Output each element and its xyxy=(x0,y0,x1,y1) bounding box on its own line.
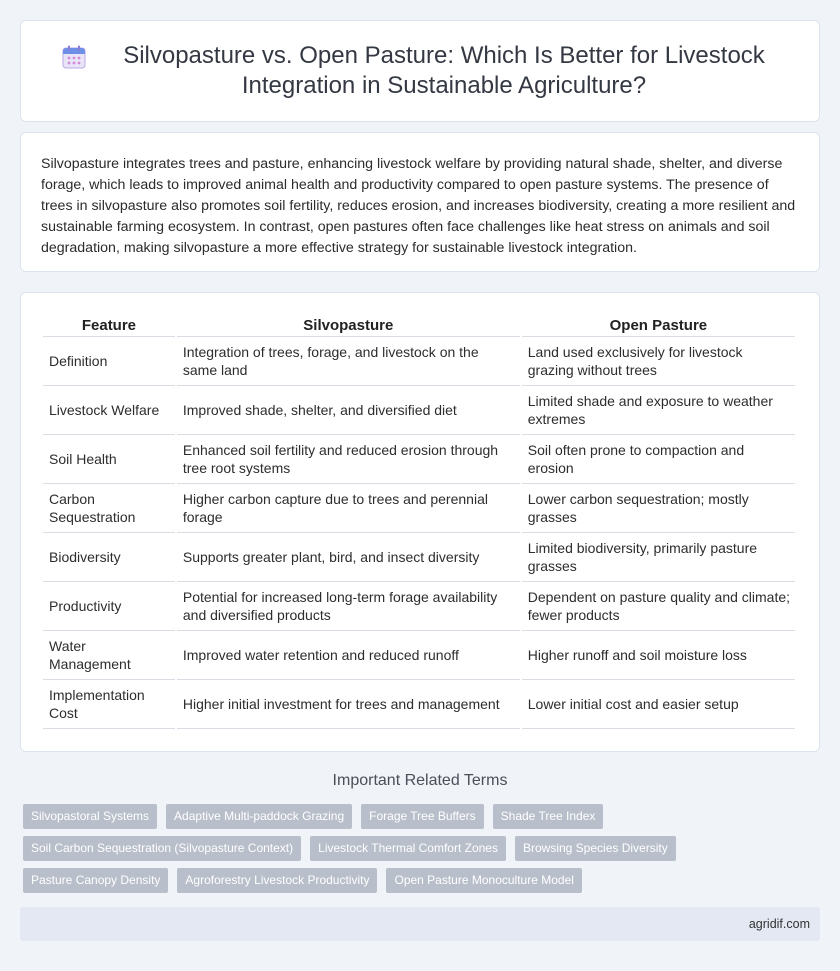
comparison-table-card xyxy=(20,292,820,752)
related-term-tag[interactable]: Agroforestry Livestock Productivity xyxy=(177,868,377,893)
open-pasture-cell: Higher runoff and soil moisture loss xyxy=(522,631,795,680)
silvopasture-cell: Enhanced soil fertility and reduced erosion through tree root systems xyxy=(177,435,520,484)
related-term-tag[interactable]: Shade Tree Index xyxy=(493,804,604,829)
silvopasture-cell: Higher initial investment for trees and management xyxy=(177,680,520,729)
header-silvopasture: Silvopasture xyxy=(177,309,520,337)
page-title: Silvopasture vs. Open Pasture: Which Is Better for Livestock Integration in Sustainable Agriculture? xyxy=(123,42,765,99)
table-row xyxy=(43,680,795,729)
related-term-tag[interactable]: Livestock Thermal Comfort Zones xyxy=(310,836,506,861)
feature-cell: Carbon Sequestration xyxy=(43,484,175,533)
table-row xyxy=(43,484,795,533)
table-row xyxy=(43,435,795,484)
feature-cell: Implementation Cost xyxy=(43,680,175,729)
open-pasture-cell: Lower initial cost and easier setup xyxy=(522,680,795,729)
related-terms-heading: Important Related Terms xyxy=(332,772,508,789)
related-term-tag[interactable]: Forage Tree Buffers xyxy=(361,804,484,829)
open-pasture-cell: Land used exclusively for livestock grazing without trees xyxy=(522,337,795,386)
comparison-table xyxy=(41,309,797,729)
related-term-tag[interactable]: Silvopastoral Systems xyxy=(23,804,157,829)
table-row xyxy=(43,533,795,582)
open-pasture-cell: Limited shade and exposure to weather extremes xyxy=(522,386,795,435)
table-row xyxy=(43,337,795,386)
silvopasture-cell: Higher carbon capture due to trees and perennial forage xyxy=(177,484,520,533)
intro-card xyxy=(20,132,820,272)
silvopasture-cell: Improved water retention and reduced runoff xyxy=(177,631,520,680)
header-open-pasture: Open Pasture xyxy=(522,309,795,337)
open-pasture-cell: Lower carbon sequestration; mostly grasses xyxy=(522,484,795,533)
footer-site-link[interactable]: agridif.com xyxy=(748,917,810,931)
feature-cell: Productivity xyxy=(43,582,175,631)
related-term-tag[interactable]: Adaptive Multi-paddock Grazing xyxy=(166,804,352,829)
open-pasture-cell: Dependent on pasture quality and climate; fewer products xyxy=(522,582,795,631)
feature-cell: Water Management xyxy=(43,631,175,680)
header-feature: Feature xyxy=(43,309,175,337)
table-row xyxy=(43,582,795,631)
feature-cell: Definition xyxy=(43,337,175,386)
title-card xyxy=(20,20,820,122)
silvopasture-cell: Potential for increased long-term forage availability and diversified products xyxy=(177,582,520,631)
related-term-tag[interactable]: Open Pasture Monoculture Model xyxy=(386,868,581,893)
intro-paragraph: Silvopasture integrates trees and pasture, enhancing livestock welfare by providing natural shade, shelter, and diverse forage, which leads to improved animal health and productivity compared to open pasture systems. The presence of trees in silvopasture also promotes soil fertility, reduces erosion, and increases biodiversity, creating a more resilient and sustainable farming ecosystem. In contrast, open pastures often face challenges like heat stress on animals and soil degradation, making silvopasture a more effective strategy for sustainable livestock integration. xyxy=(41,156,796,256)
table-row xyxy=(43,631,795,680)
table-header-row xyxy=(43,309,795,337)
feature-cell: Livestock Welfare xyxy=(43,386,175,435)
related-term-tag[interactable]: Browsing Species Diversity xyxy=(515,836,676,861)
feature-cell: Soil Health xyxy=(43,435,175,484)
table-row xyxy=(43,386,795,435)
silvopasture-cell: Supports greater plant, bird, and insect diversity xyxy=(177,533,520,582)
calendar-icon xyxy=(61,44,87,70)
feature-cell: Biodiversity xyxy=(43,533,175,582)
related-term-tag[interactable]: Pasture Canopy Density xyxy=(23,868,168,893)
related-terms-tags xyxy=(20,804,820,900)
related-term-tag[interactable]: Soil Carbon Sequestration (Silvopasture Context) xyxy=(23,836,301,861)
silvopasture-cell: Integration of trees, forage, and livestock on the same land xyxy=(177,337,520,386)
silvopasture-cell: Improved shade, shelter, and diversified diet xyxy=(177,386,520,435)
open-pasture-cell: Limited biodiversity, primarily pasture grasses xyxy=(522,533,795,582)
open-pasture-cell: Soil often prone to compaction and erosion xyxy=(522,435,795,484)
footer xyxy=(20,907,820,941)
